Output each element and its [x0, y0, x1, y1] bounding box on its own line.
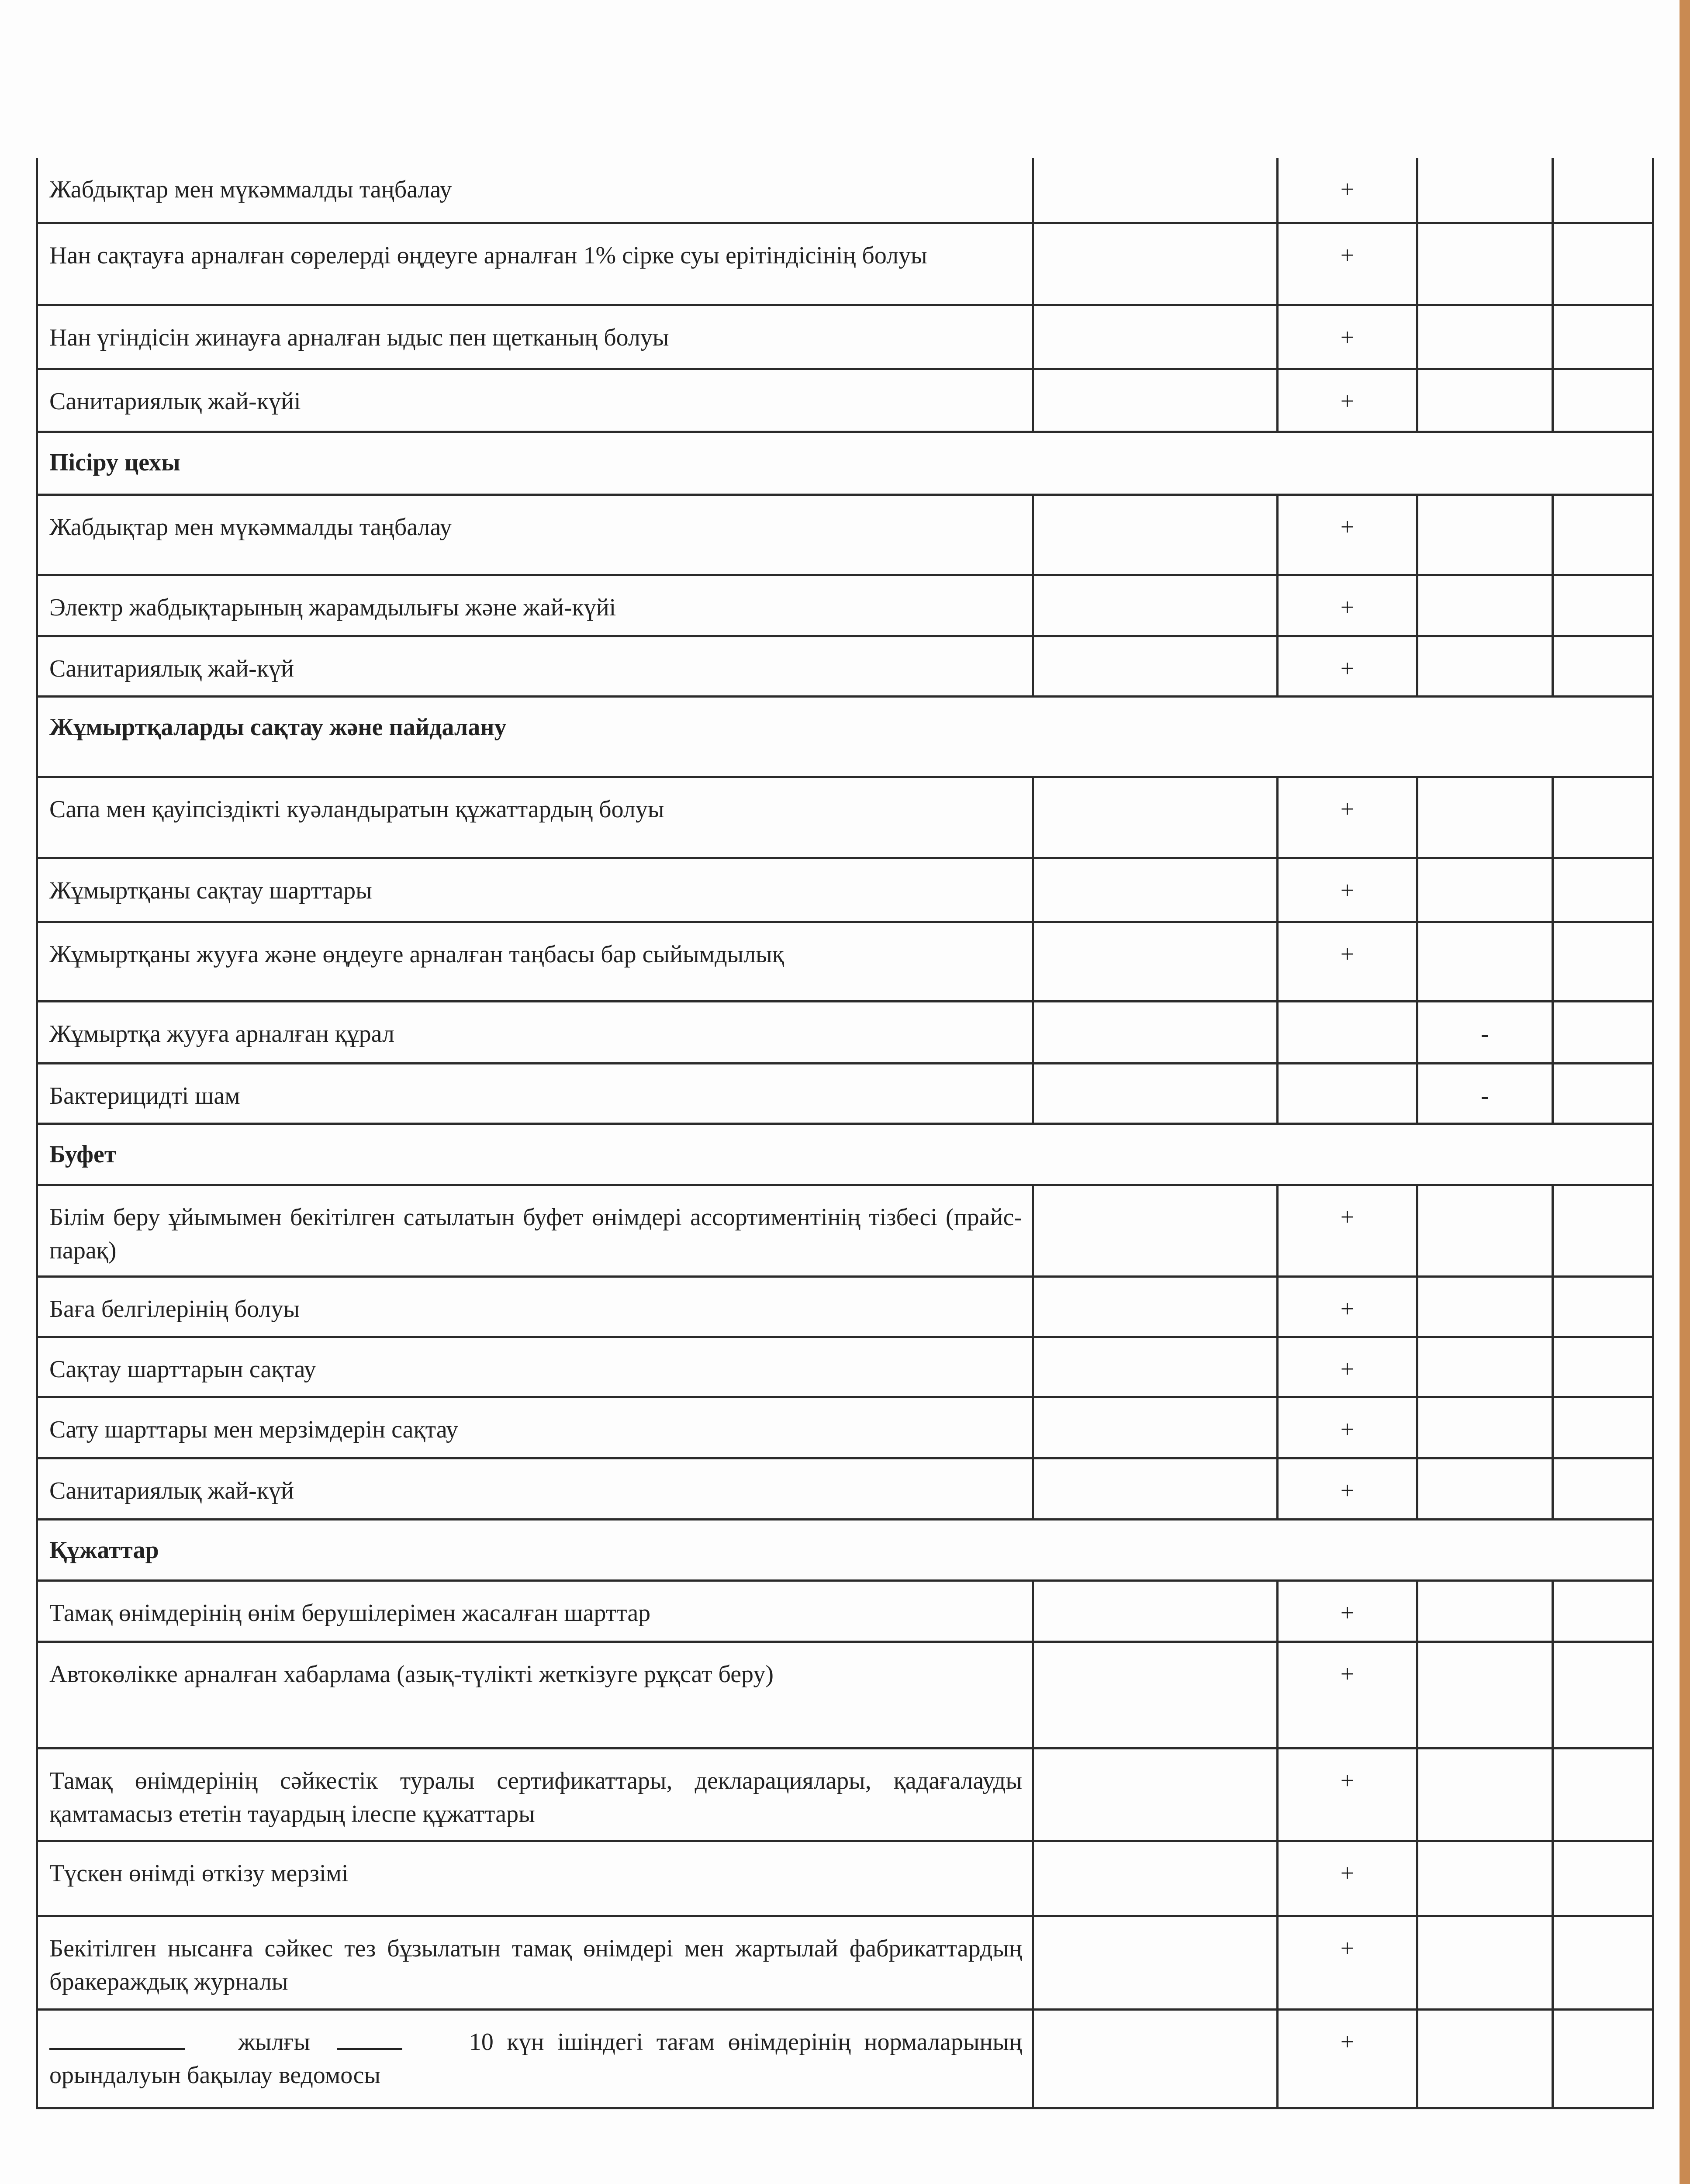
blank-cell [1033, 922, 1278, 1001]
blank-cell [1033, 1641, 1278, 1748]
no-mark-cell [1417, 1916, 1553, 2009]
note-cell [1553, 1185, 1653, 1276]
note-cell [1553, 2009, 1653, 2108]
yes-mark-cell: + [1278, 223, 1417, 305]
no-mark-cell [1417, 1276, 1553, 1337]
no-mark-cell [1417, 1337, 1553, 1397]
yes-mark-cell: + [1278, 1185, 1417, 1276]
criterion-cell: Жұмыртқаны жууға және өңдеуге арналған таңбасы бар сыйымдылық [37, 922, 1033, 1001]
criterion-cell: Автокөлікке арналған хабарлама (азық-түлікті жеткізуге рұқсат беру) [37, 1641, 1033, 1748]
section-heading: Құжаттар [37, 1519, 1653, 1580]
note-cell [1553, 1458, 1653, 1519]
blank-cell [1033, 636, 1278, 696]
criterion-cell: Тамақ өнімдерінің өнім берушілерімен жасалған шарттар [37, 1580, 1033, 1641]
yes-mark-cell: + [1278, 777, 1417, 858]
no-mark-cell [1417, 305, 1553, 369]
table-row [37, 1458, 1653, 1519]
no-mark-cell [1417, 1458, 1553, 1519]
table-row [37, 575, 1653, 636]
table-row [37, 494, 1653, 575]
blank-cell [1033, 305, 1278, 369]
criterion-cell: Санитариялық жай-күйі [37, 369, 1033, 432]
blank-line [49, 2025, 185, 2050]
criterion-cell: Жұмыртқаны сақтау шарттары [37, 858, 1033, 922]
table-row [37, 1001, 1653, 1063]
criterion-cell: Бекітілген нысанға сәйкес тез бұзылатын тамақ өнімдері мен жартылай фабрикаттардың бракераждық журналы [37, 1916, 1033, 2009]
table-row [37, 1185, 1653, 1276]
blank-cell [1033, 1748, 1278, 1841]
no-mark-cell [1417, 777, 1553, 858]
section-heading: Жұмыртқаларды сақтау және пайдалану [37, 696, 1653, 777]
note-cell [1553, 158, 1653, 223]
yes-mark-cell: + [1278, 575, 1417, 636]
checklist-table-container [36, 158, 1652, 2109]
note-cell [1553, 1337, 1653, 1397]
no-mark-cell [1417, 158, 1553, 223]
no-mark-cell [1417, 636, 1553, 696]
note-cell [1553, 1916, 1653, 2009]
blank-cell [1033, 1458, 1278, 1519]
table-row [37, 1641, 1653, 1748]
yes-mark-cell: + [1278, 1641, 1417, 1748]
yes-mark-cell: + [1278, 305, 1417, 369]
criterion-cell: Жұмыртқа жууға арналған құрал [37, 1001, 1033, 1063]
note-cell [1553, 1276, 1653, 1337]
yes-mark-cell: + [1278, 1276, 1417, 1337]
no-mark-cell: - [1417, 1001, 1553, 1063]
criterion-cell: Жабдықтар мен мүкәммалды таңбалау [37, 494, 1033, 575]
yes-mark-cell [1278, 1063, 1417, 1123]
checklist-rows [37, 158, 1653, 2108]
no-mark-cell [1417, 1841, 1553, 1916]
criterion-cell: Нан үгіндісін жинауға арналған ыдыс пен щетканың болуы [37, 305, 1033, 369]
yes-mark-cell: + [1278, 1748, 1417, 1841]
note-cell [1553, 1641, 1653, 1748]
note-cell [1553, 369, 1653, 432]
no-mark-cell [1417, 922, 1553, 1001]
table-row [37, 1841, 1653, 1916]
table-row [37, 636, 1653, 696]
no-mark-cell [1417, 494, 1553, 575]
section-row [37, 1519, 1653, 1580]
yes-mark-cell: + [1278, 1397, 1417, 1458]
note-cell [1553, 575, 1653, 636]
section-row [37, 696, 1653, 777]
note-cell [1553, 494, 1653, 575]
criterion-cell: Электр жабдықтарының жарамдылығы және жай-күйі [37, 575, 1033, 636]
blank-cell [1033, 1580, 1278, 1641]
yes-mark-cell: + [1278, 494, 1417, 575]
no-mark-cell [1417, 575, 1553, 636]
note-cell [1553, 1580, 1653, 1641]
note-cell [1553, 858, 1653, 922]
criterion-cell: Жабдықтар мен мүкәммалды таңбалау [37, 158, 1033, 223]
note-cell [1553, 1841, 1653, 1916]
last-row-part2: 10 күн ішіндегі тағам өнімдерінің нормаларының орындалуын бақылау ведомосы [49, 2028, 1023, 2089]
criterion-cell: Сату шарттары мен мерзімдерін сақтау [37, 1397, 1033, 1458]
section-row [37, 1123, 1653, 1185]
table-row [37, 223, 1653, 305]
blank-cell [1033, 1397, 1278, 1458]
no-mark-cell [1417, 223, 1553, 305]
blank-cell [1033, 1063, 1278, 1123]
note-cell [1553, 1063, 1653, 1123]
blank-cell [1033, 1841, 1278, 1916]
table-row [37, 2009, 1653, 2108]
yes-mark-cell: + [1278, 2009, 1417, 2108]
no-mark-cell [1417, 2009, 1553, 2108]
blank-cell [1033, 858, 1278, 922]
blank-cell [1033, 223, 1278, 305]
no-mark-cell [1417, 369, 1553, 432]
criterion-cell: Санитариялық жай-күй [37, 1458, 1033, 1519]
last-row-part1: жылғы [238, 2028, 311, 2056]
table-row [37, 1337, 1653, 1397]
no-mark-cell [1417, 1397, 1553, 1458]
blank-cell [1033, 1337, 1278, 1397]
criterion-cell: Тамақ өнімдерінің сәйкестік туралы сертификаттары, декларациялары, қадағалауды қамтамасыз ететін тауардың ілеспе құжаттары [37, 1748, 1033, 1841]
note-cell [1553, 223, 1653, 305]
criterion-cell: Білім беру ұйымымен бекітілген сатылатын буфет өнімдері ассортиментінің тізбесі (прайс-парақ) [37, 1185, 1033, 1276]
note-cell [1553, 636, 1653, 696]
table-row [37, 777, 1653, 858]
note-cell [1553, 922, 1653, 1001]
table-row [37, 1276, 1653, 1337]
table-row [37, 1748, 1653, 1841]
yes-mark-cell: + [1278, 1337, 1417, 1397]
table-row [37, 1916, 1653, 2009]
blank-cell [1033, 777, 1278, 858]
yes-mark-cell: + [1278, 1458, 1417, 1519]
note-cell [1553, 305, 1653, 369]
criterion-cell: Нан сақтауға арналған сөрелерді өңдеуге арналған 1% сірке суы ерітіндісінің болуы [37, 223, 1033, 305]
criterion-cell: Баға белгілерінің болуы [37, 1276, 1033, 1337]
section-row [37, 432, 1653, 494]
blank-cell [1033, 2009, 1278, 2108]
table-row [37, 1063, 1653, 1123]
no-mark-cell [1417, 1748, 1553, 1841]
no-mark-cell [1417, 858, 1553, 922]
blank-cell [1033, 1001, 1278, 1063]
no-mark-cell [1417, 1185, 1553, 1276]
blank-cell [1033, 369, 1278, 432]
note-cell [1553, 1748, 1653, 1841]
blank-cell [1033, 1276, 1278, 1337]
note-cell [1553, 1397, 1653, 1458]
yes-mark-cell: + [1278, 922, 1417, 1001]
checklist-table [36, 158, 1654, 2109]
yes-mark-cell: + [1278, 369, 1417, 432]
table-row [37, 1397, 1653, 1458]
table-row [37, 1580, 1653, 1641]
blank-cell [1033, 494, 1278, 575]
yes-mark-cell: + [1278, 158, 1417, 223]
yes-mark-cell: + [1278, 858, 1417, 922]
yes-mark-cell: + [1278, 1841, 1417, 1916]
yes-mark-cell: + [1278, 1916, 1417, 2009]
criterion-cell: Түскен өнімді өткізу мерзімі [37, 1841, 1033, 1916]
table-row [37, 158, 1653, 223]
table-row [37, 305, 1653, 369]
blank-cell [1033, 158, 1278, 223]
blank-cell [1033, 1185, 1278, 1276]
table-row [37, 369, 1653, 432]
yes-mark-cell [1278, 1001, 1417, 1063]
no-mark-cell [1417, 1580, 1553, 1641]
section-heading: Пісіру цехы [37, 432, 1653, 494]
criterion-cell [37, 2009, 1033, 2108]
yes-mark-cell: + [1278, 1580, 1417, 1641]
criterion-cell: Бактерицидті шам [37, 1063, 1033, 1123]
note-cell [1553, 1001, 1653, 1063]
criterion-cell: Санитариялық жай-күй [37, 636, 1033, 696]
yes-mark-cell: + [1278, 636, 1417, 696]
criterion-cell: Сапа мен қауіпсіздікті куәландыратын құжаттардың болуы [37, 777, 1033, 858]
blank-line [337, 2025, 402, 2050]
no-mark-cell [1417, 1641, 1553, 1748]
blank-cell [1033, 575, 1278, 636]
note-cell [1553, 777, 1653, 858]
table-row [37, 858, 1653, 922]
blank-cell [1033, 1916, 1278, 2009]
section-heading: Буфет [37, 1123, 1653, 1185]
table-row [37, 922, 1653, 1001]
no-mark-cell: - [1417, 1063, 1553, 1123]
criterion-cell: Сақтау шарттарын сақтау [37, 1337, 1033, 1397]
